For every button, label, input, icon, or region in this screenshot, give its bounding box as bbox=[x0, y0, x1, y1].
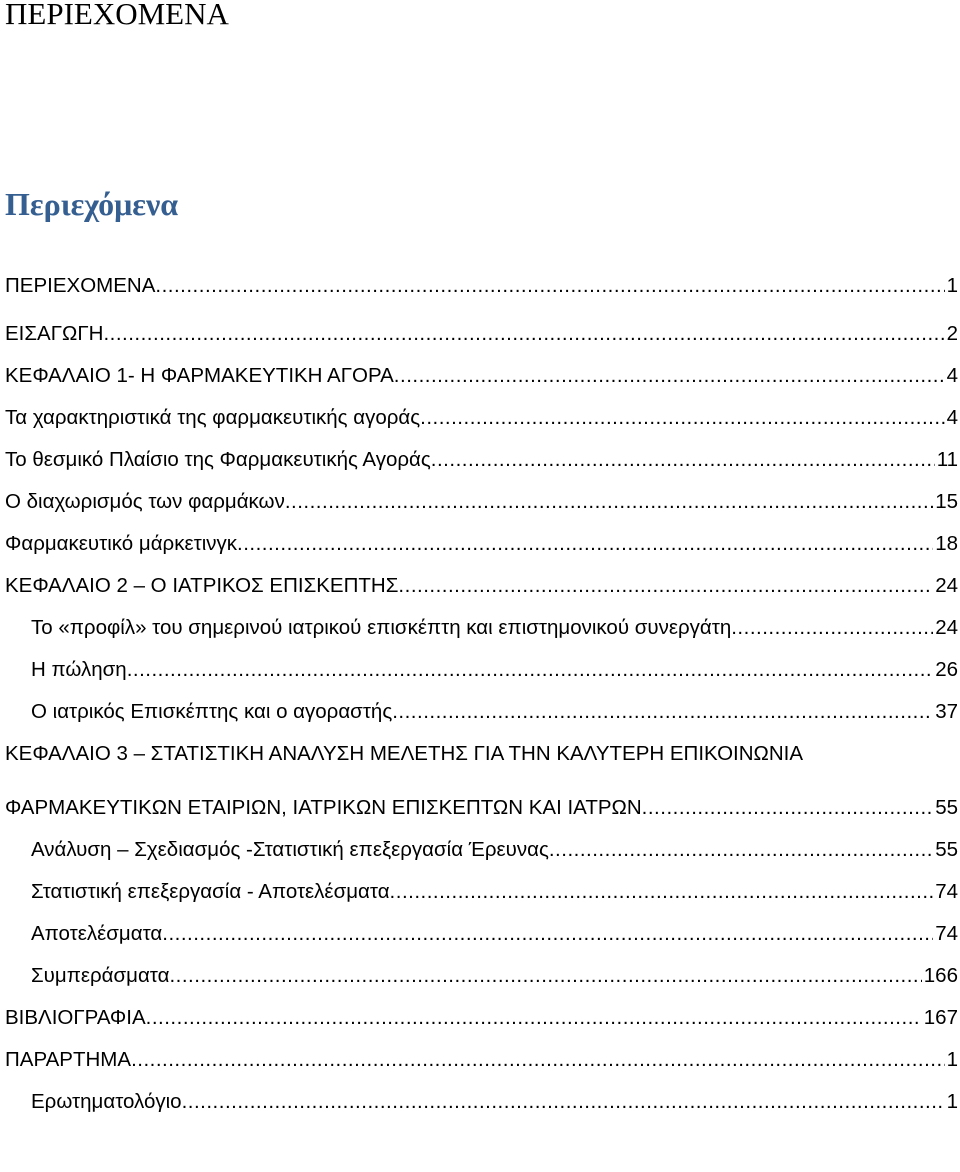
toc-entry-title: Το «προφίλ» του σημερινού ιατρικού επισκέπτη και επιστημονικού συνεργάτη bbox=[31, 616, 732, 639]
dot-leader bbox=[398, 574, 933, 598]
toc-entry-title: ΠΕΡΙΕΧΟΜΕΝΑ bbox=[5, 274, 156, 297]
toc-entry-page: 55 bbox=[935, 838, 958, 861]
toc-entry-page: 74 bbox=[935, 922, 958, 945]
toc-entry-page: 55 bbox=[935, 796, 958, 819]
toc-link[interactable] bbox=[31, 880, 960, 904]
dot-leader bbox=[642, 796, 934, 820]
toc-entry-title: ΕΙΣΑΓΩΓΗ bbox=[5, 322, 104, 345]
dot-leader bbox=[237, 532, 933, 556]
toc-entry-title: Συμπεράσματα bbox=[31, 964, 170, 987]
dot-leader bbox=[549, 838, 933, 862]
toc-link[interactable] bbox=[31, 964, 960, 988]
toc-entry-page: 18 bbox=[935, 532, 958, 555]
toc-entry[interactable] bbox=[0, 724, 960, 820]
toc-entry-page: 24 bbox=[935, 616, 958, 639]
dot-leader bbox=[392, 700, 933, 724]
dot-leader bbox=[127, 658, 934, 682]
toc-entry[interactable] bbox=[0, 598, 960, 640]
toc-link[interactable] bbox=[5, 724, 960, 820]
toc-entry-title: ΚΕΦΑΛΑΙΟ 1- Η ΦΑΡΜΑΚΕΥΤΙΚΗ ΑΓΟΡΑ bbox=[5, 364, 394, 387]
toc-entry[interactable] bbox=[0, 682, 960, 724]
toc-entry-title: Ο διαχωρισμός των φαρμάκων bbox=[5, 490, 285, 513]
toc-entry[interactable] bbox=[0, 904, 960, 946]
toc-entry[interactable] bbox=[0, 430, 960, 472]
toc-entry[interactable] bbox=[0, 640, 960, 682]
toc-link[interactable] bbox=[5, 1048, 960, 1072]
toc-link[interactable] bbox=[5, 406, 960, 430]
toc-entry-page: 26 bbox=[935, 658, 958, 681]
toc-link[interactable] bbox=[31, 838, 960, 862]
toc-entry[interactable] bbox=[0, 1030, 960, 1072]
toc-entry[interactable] bbox=[0, 304, 960, 346]
page-heading: ΠΕΡΙΕΧΟΜΕΝΑ bbox=[5, 0, 229, 31]
toc-entry-multiline bbox=[5, 724, 960, 820]
toc-entry-title: Η πώληση bbox=[31, 658, 127, 681]
toc-link[interactable] bbox=[31, 700, 960, 724]
toc-entry[interactable] bbox=[0, 946, 960, 988]
toc-entry-page: 1 bbox=[946, 274, 958, 297]
toc-entry-title: ΚΕΦΑΛΑΙΟ 3 – ΣΤΑΤΙΣΤΙΚΗ ΑΝΑΛΥΣΗ ΜΕΛΕΤΗΣ ΓΙΑ ΤΗΝ ΚΑΛΥΤΕΡΗ ΕΠΙΚΟΙΝΩΝΙΑ bbox=[5, 742, 804, 765]
dot-leader bbox=[103, 322, 944, 346]
toc-entry-title: Τα χαρακτηριστικά της φαρμακευτικής αγοράς bbox=[5, 406, 421, 429]
toc-entry-page: 15 bbox=[935, 490, 958, 513]
toc-link[interactable] bbox=[5, 1006, 960, 1030]
toc-entry-title: ΠΑΡΑΡΤΗΜΑ bbox=[5, 1048, 132, 1071]
toc-entry[interactable] bbox=[0, 820, 960, 862]
table-of-contents bbox=[0, 262, 960, 1114]
dot-leader bbox=[394, 364, 945, 388]
dot-leader bbox=[146, 1006, 922, 1030]
dot-leader bbox=[155, 274, 944, 298]
toc-link[interactable] bbox=[5, 364, 960, 388]
dot-leader bbox=[162, 922, 933, 946]
dot-leader bbox=[431, 448, 935, 472]
toc-entry[interactable] bbox=[0, 256, 960, 298]
toc-entry-title: Ερωτηματολόγιο bbox=[31, 1090, 182, 1113]
toc-entry[interactable] bbox=[0, 388, 960, 430]
toc-entry-title: ΒΙΒΛΙΟΓΡΑΦΙΑ bbox=[5, 1006, 146, 1029]
toc-link[interactable] bbox=[5, 574, 960, 598]
toc-entry-page: 166 bbox=[923, 964, 958, 987]
toc-entry[interactable] bbox=[0, 988, 960, 1030]
toc-entry-page: 4 bbox=[946, 406, 958, 429]
toc-entry[interactable] bbox=[0, 472, 960, 514]
toc-entry-page: 37 bbox=[935, 700, 958, 723]
toc-entry-title: Αποτελέσματα bbox=[31, 922, 163, 945]
toc-entry-page: 1 bbox=[946, 1090, 958, 1113]
toc-entry-title: ΚΕΦΑΛΑΙΟ 2 – Ο ΙΑΤΡΙΚΟΣ ΕΠΙΣΚΕΠΤΗΣ bbox=[5, 574, 399, 597]
toc-entry-title: Ο ιατρικός Επισκέπτης και ο αγοραστής bbox=[31, 700, 393, 723]
dot-leader bbox=[182, 1090, 945, 1114]
toc-link[interactable] bbox=[31, 658, 960, 682]
toc-entry-page: 2 bbox=[946, 322, 958, 345]
toc-entry-page: 74 bbox=[935, 880, 958, 903]
toc-entry[interactable] bbox=[0, 514, 960, 556]
toc-link[interactable] bbox=[5, 490, 960, 514]
toc-entry[interactable] bbox=[0, 1072, 960, 1114]
toc-entry-page: 1 bbox=[946, 1048, 958, 1071]
toc-link[interactable] bbox=[31, 616, 960, 640]
dot-leader bbox=[285, 490, 933, 514]
toc-entry[interactable] bbox=[0, 346, 960, 388]
toc-entry-page: 167 bbox=[923, 1006, 958, 1029]
dot-leader bbox=[731, 616, 933, 640]
toc-title: Περιεχόμενα bbox=[5, 186, 179, 222]
toc-entry-title: Ανάλυση – Σχεδιασμός -Στατιστική επεξεργασία Έρευνας bbox=[31, 838, 549, 861]
dot-leader bbox=[169, 964, 921, 988]
toc-link[interactable] bbox=[31, 922, 960, 946]
toc-entry-page: 11 bbox=[936, 448, 958, 471]
toc-entry[interactable] bbox=[0, 862, 960, 904]
toc-entry-title: Στατιστική επεξεργασία - Αποτελέσματα bbox=[31, 880, 390, 903]
toc-entry-page: 4 bbox=[946, 364, 958, 387]
toc-link[interactable] bbox=[5, 448, 960, 472]
toc-entry-page: 24 bbox=[935, 574, 958, 597]
dot-leader bbox=[131, 1048, 945, 1072]
toc-entry-title-continued: ΦΑΡΜΑΚΕΥΤΙΚΩΝ ΕΤΑΙΡΙΩΝ, ΙΑΤΡΙΚΩΝ ΕΠΙΣΚΕΠΤΩΝ ΚΑΙ ΙΑΤΡΩΝ bbox=[5, 796, 642, 819]
toc-link[interactable] bbox=[5, 322, 960, 346]
toc-link[interactable] bbox=[5, 274, 960, 298]
dot-leader bbox=[390, 880, 934, 904]
toc-link[interactable] bbox=[5, 532, 960, 556]
toc-entry-title: Φαρμακευτικό μάρκετινγκ bbox=[5, 532, 237, 555]
toc-link[interactable] bbox=[31, 1090, 960, 1114]
dot-leader bbox=[420, 406, 944, 430]
toc-entry[interactable] bbox=[0, 556, 960, 598]
toc-entry-second-line bbox=[5, 796, 960, 820]
toc-entry-title: Το θεσμικό Πλαίσιο της Φαρμακευτικής Αγοράς bbox=[5, 448, 431, 471]
